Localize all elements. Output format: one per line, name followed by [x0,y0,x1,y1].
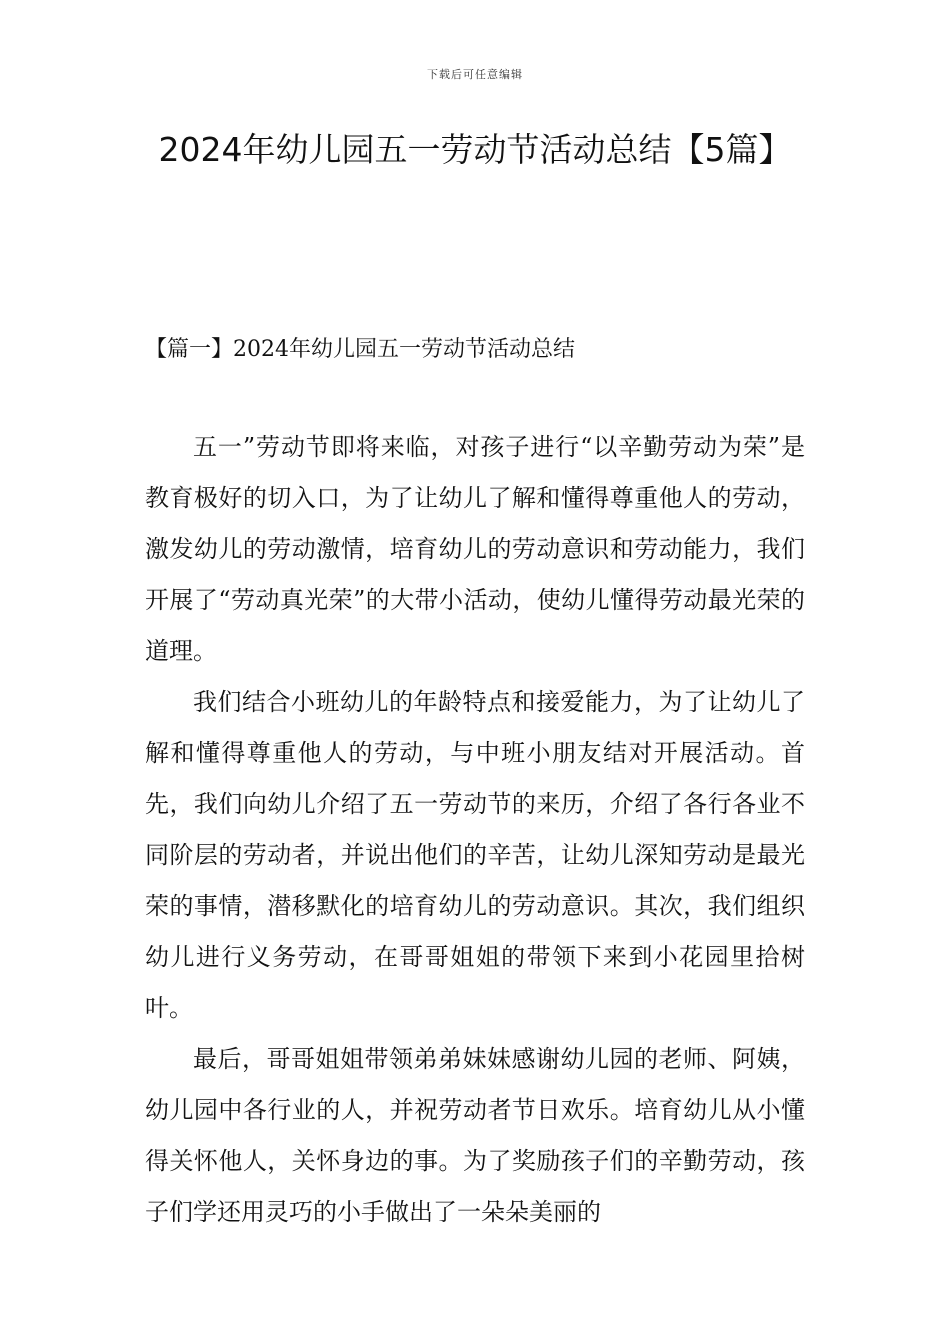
section-heading: 【篇一】2024年幼儿园五一劳动节活动总结 [145,337,575,362]
paragraph: 五一”劳动节即将来临，对孩子进行“以辛勤劳动为荣”是教育极好的切入口，为了让幼儿了解和懂得尊重他人的劳动，激发幼儿的劳动激情，培育幼儿的劳动意识和劳动能力，我们开展了“劳动真光荣”的大带小活动，使幼儿懂得劳动最光荣的道理。 [145,433,805,665]
paragraph: 我们结合小班幼儿的年龄特点和接爱能力，为了让幼儿了解和懂得尊重他人的劳动，与中班小朋友结对开展活动。首先，我们向幼儿介绍了五一劳动节的来历，介绍了各行各业不同阶层的劳动者，并说出他们的辛苦，让幼儿深知劳动是最光荣的事情，潜移默化的培育幼儿的劳动意识。其次，我们组织幼儿进行义务劳动，在哥哥姐姐的带领下来到小花园里拾树叶。 [145,688,805,1022]
header-note: 下载后可任意编辑 [427,68,523,81]
document-title: 2024年幼儿园五一劳动节活动总结【5篇】 [158,130,792,169]
paragraph: 最后，哥哥姐姐带领弟弟妹妹感谢幼儿园的老师、阿姨，幼儿园中各行业的人，并祝劳动者节日欢乐。培育幼儿从小懂得关怀他人，关怀身边的事。为了奖励孩子们的辛勤劳动，孩子们学还用灵巧的小手做出了一朵朵美丽的 [145,1045,805,1226]
document-body [145,422,805,1238]
